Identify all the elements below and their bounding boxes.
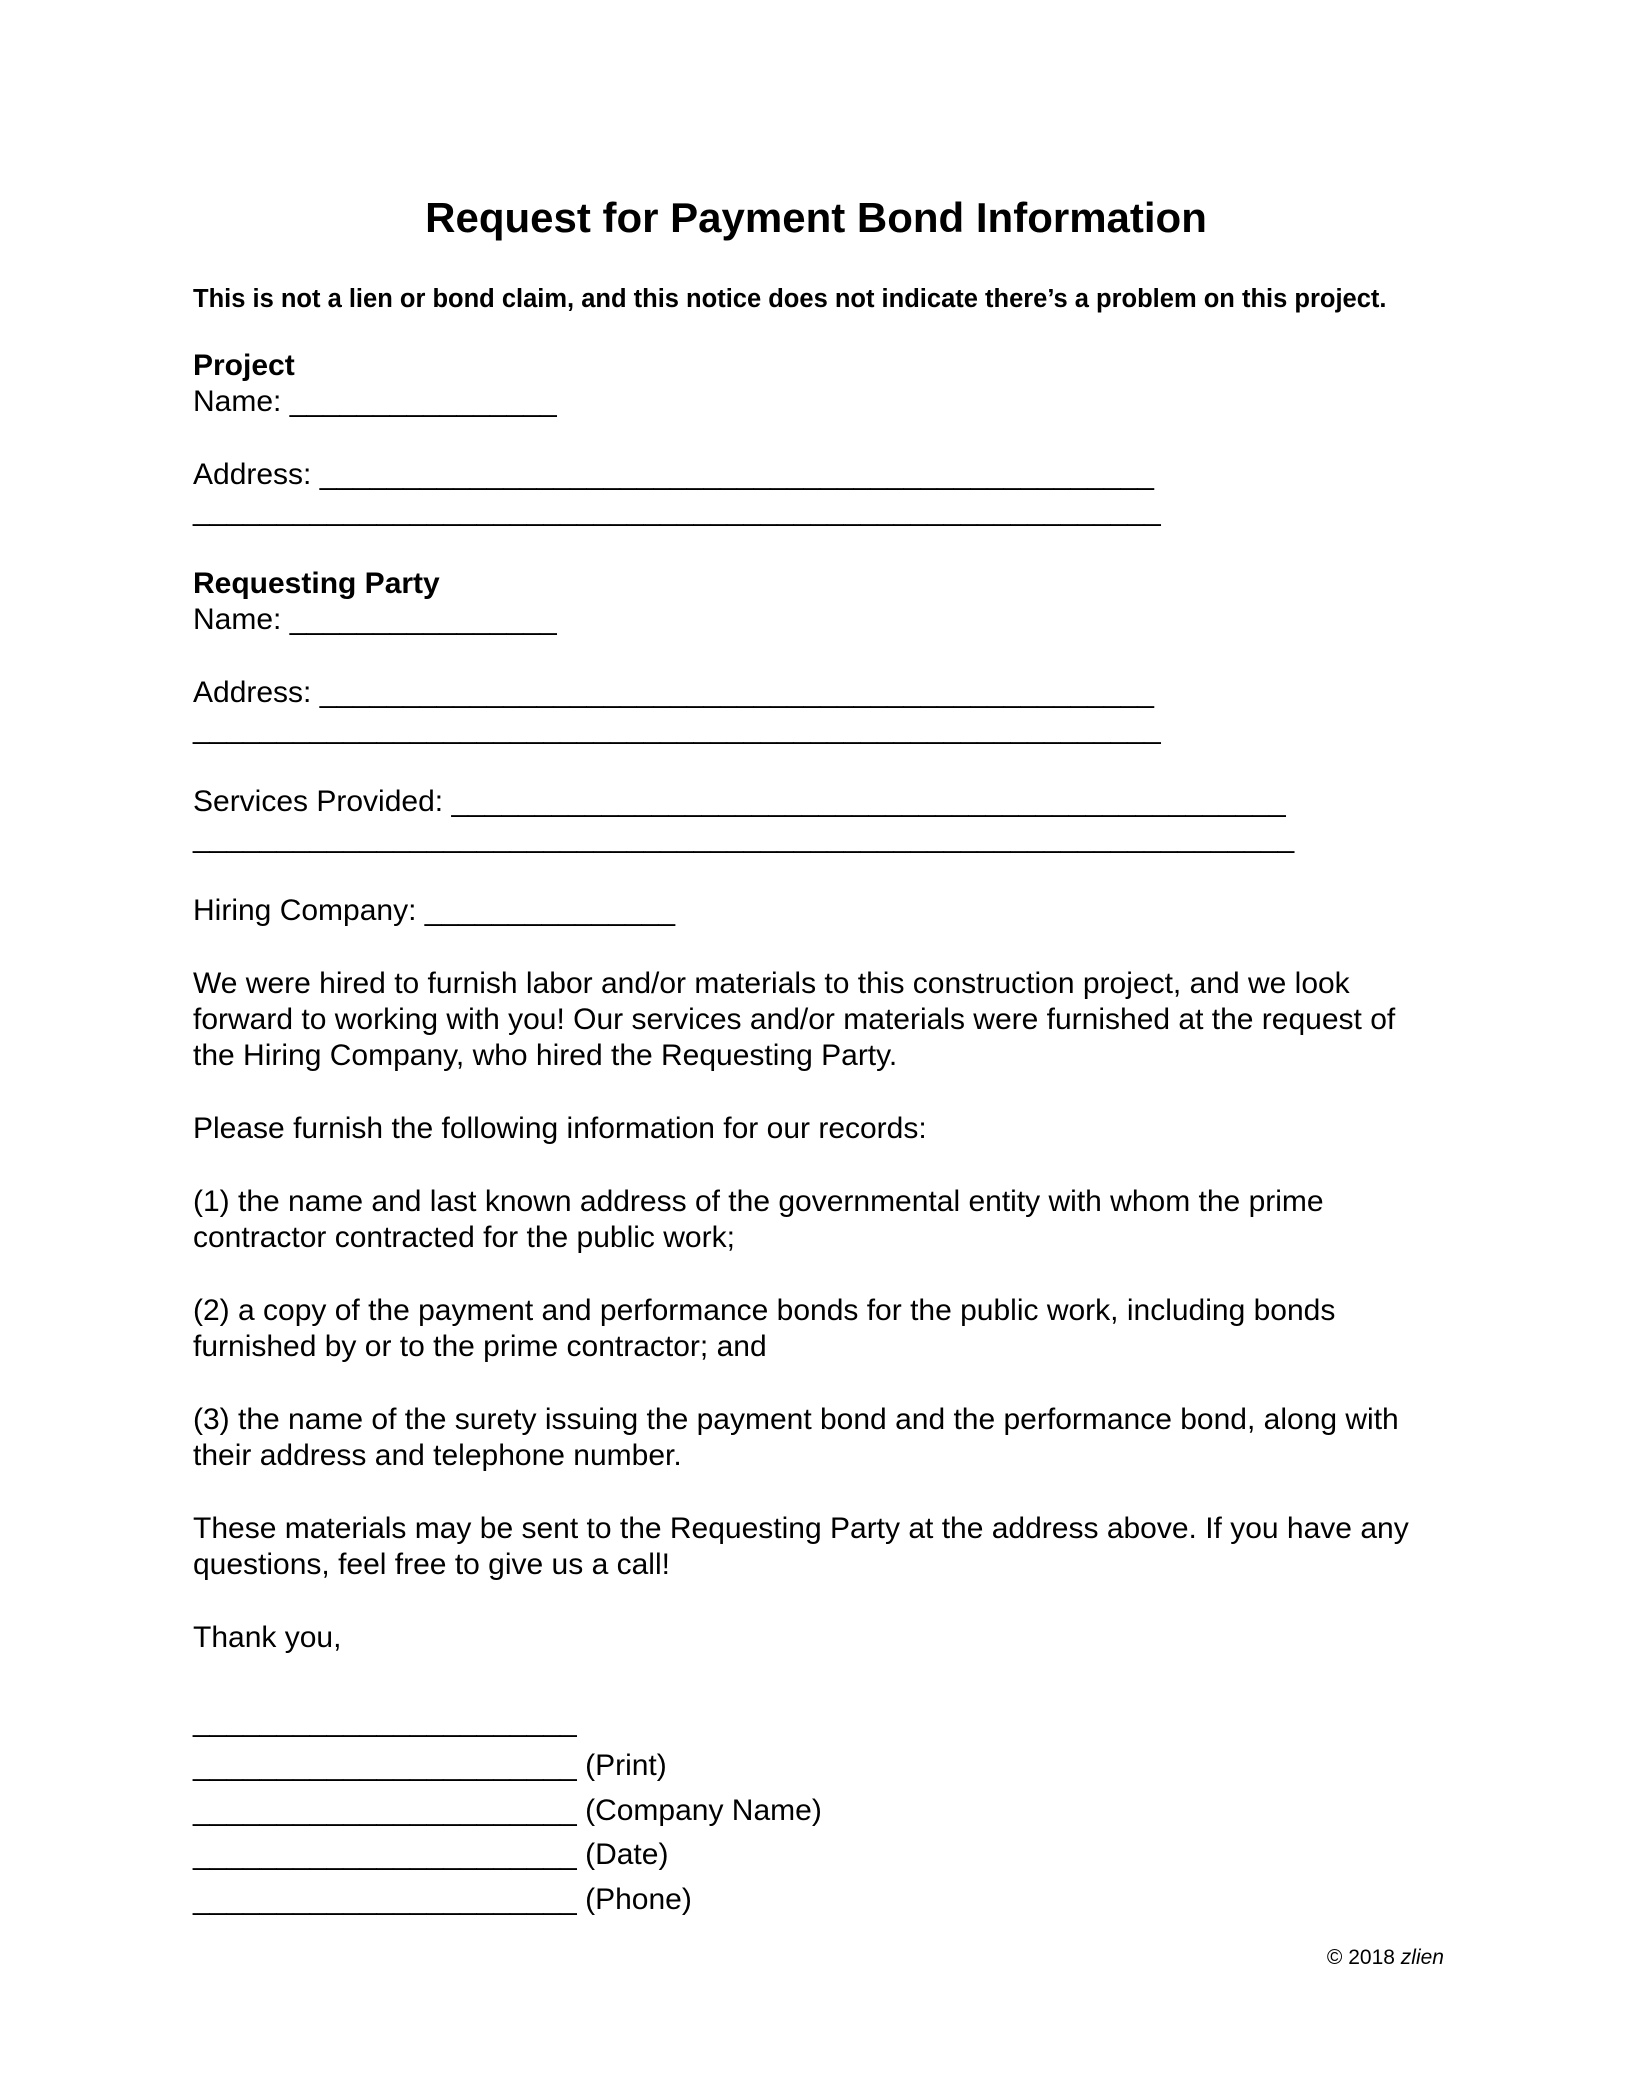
print-name-line: _______________________ (Print) — [193, 1749, 667, 1782]
services-provided-field-line2: __________________________________________________________________ — [193, 821, 1295, 854]
services-provided-field: Services Provided: __________________________________________________ — [193, 785, 1286, 818]
phone-line: _______________________ (Phone) — [193, 1883, 692, 1916]
document-title: Request for Payment Bond Information — [425, 194, 1207, 241]
requesting-party-heading: Requesting Party — [193, 567, 440, 600]
request-paragraph: Please furnish the following information for our records: — [193, 1112, 927, 1145]
date-line: _______________________ (Date) — [193, 1838, 669, 1871]
project-name-field: Name: ________________ — [193, 385, 557, 418]
copyright-footer — [1327, 1944, 1444, 1972]
hiring-company-field: Hiring Company: _______________ — [193, 894, 676, 927]
thanks-line: Thank you, — [193, 1621, 342, 1654]
closing-paragraph: These materials may be sent to the Requesting Party at the address above. If you have any questions, feel free to give us a call! — [193, 1512, 1409, 1581]
project-address-field-line2: __________________________________________________________ — [193, 494, 1161, 527]
requesting-party-address-field: Address: __________________________________________________ — [193, 676, 1154, 709]
requesting-party-address-field-line2: __________________________________________________________ — [193, 712, 1161, 745]
signature-line: _______________________ — [193, 1705, 577, 1738]
company-name-line: _______________________ (Company Name) — [193, 1794, 822, 1827]
request-item-1: (1) the name and last known address of the governmental entity with whom the prime contractor contracted for the public work; — [193, 1185, 1324, 1254]
intro-paragraph: We were hired to furnish labor and/or materials to this construction project, and we look forward to working with you! Our services and/or materials were furnished at the request of the Hiring Company, who hired the Requesting Party. — [193, 967, 1396, 1072]
disclaimer-text: This is not a lien or bond claim, and this notice does not indicate there’s a problem on this project. — [193, 285, 1387, 313]
project-address-field: Address: __________________________________________________ — [193, 458, 1154, 491]
copyright-text: © 2018 — [1326, 1946, 1395, 1969]
request-item-2: (2) a copy of the payment and performance bonds for the public work, including bonds furnished by or to the prime contractor; and — [193, 1294, 1336, 1363]
project-heading: Project — [193, 349, 295, 382]
requesting-party-name-field: Name: ________________ — [193, 603, 557, 636]
request-item-3: (3) the name of the surety issuing the payment bond and the performance bond, along with their address and telephone number. — [193, 1403, 1399, 1472]
brand-name: zlien — [1400, 1946, 1444, 1969]
